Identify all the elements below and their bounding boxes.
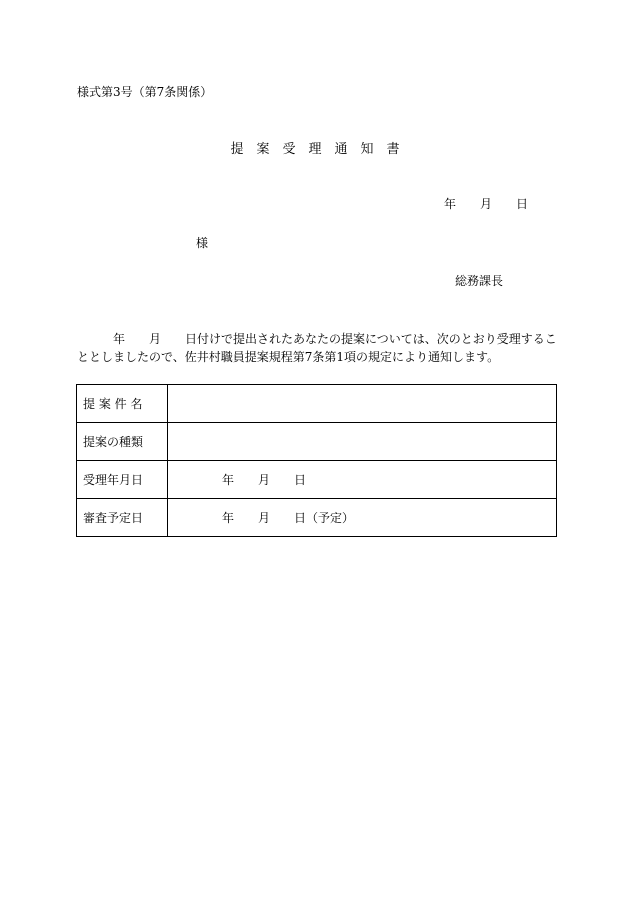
row-label-proposal-type: 提案の種類 [77, 423, 168, 461]
table-row [77, 385, 557, 423]
row-value-received-date: 年 月 日 [168, 461, 557, 499]
sender: 総務課長 [455, 274, 504, 288]
addressee: 様 [196, 236, 209, 250]
row-label-review-date: 審査予定日 [77, 499, 168, 537]
table-row [77, 423, 557, 461]
row-label-proposal-name: 提 案 件 名 [77, 385, 168, 423]
body-text-line-1: 年 月 日付けで提出されたあなたの提案については、次のとおり受理するこ [77, 332, 557, 346]
page-title: 提 案 受 理 通 知 書 [230, 142, 400, 157]
form-number: 様式第3号（第7条関係） [77, 85, 213, 99]
table-row [77, 499, 557, 537]
row-value-review-date: 年 月 日（予定） [168, 499, 557, 537]
body-text-line-2: ととしましたので、佐井村職員提案規程第7条第1項の規定により通知します。 [77, 350, 500, 364]
row-value-proposal-type [168, 423, 557, 461]
table-row [77, 461, 557, 499]
date-line: 年 月 日 [444, 197, 529, 211]
row-label-received-date: 受理年月日 [77, 461, 168, 499]
proposal-table [76, 384, 557, 537]
row-value-proposal-name [168, 385, 557, 423]
